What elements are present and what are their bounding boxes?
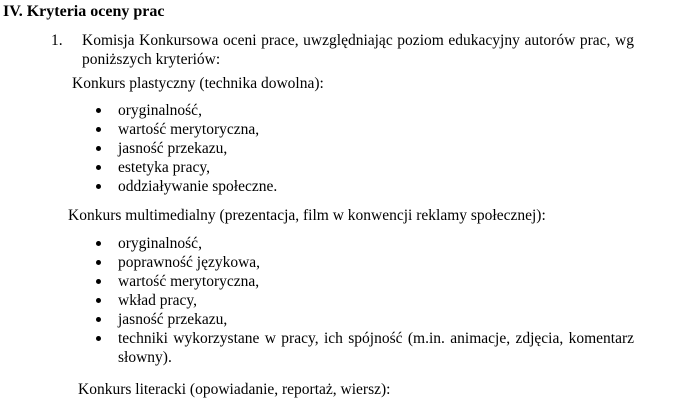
bullet-icon [96, 146, 101, 151]
criterion-text: poprawność językowa, [118, 254, 261, 271]
bullet-icon [96, 241, 101, 246]
bullet-icon [96, 260, 101, 265]
contest-literary-label: Konkurs literacki (opowiadanie, reportaż, wiersz): [78, 381, 391, 398]
bullet-icon [96, 317, 101, 322]
bullet-icon [96, 127, 101, 132]
list-item-text: Komisja Konkursowa oceni prace, uwzględniając poziom edukacyjny autorów prac, wg poniższych kryteriów: [82, 32, 634, 68]
bullet-icon [96, 298, 101, 303]
criterion-text: techniki wykorzystane w pracy, ich spójność (m.in. animacje, zdjęcia, komentarz słowny). [118, 330, 634, 366]
contest-plastic-label: Konkurs plastyczny (technika dowolna): [72, 75, 324, 92]
section-heading: IV. Kryteria oceny prac [3, 3, 165, 20]
criterion-text: estetyka pracy, [118, 159, 210, 176]
bullet-icon [96, 279, 101, 284]
criterion-text: wartość merytoryczna, [118, 273, 260, 290]
criterion-text: wartość merytoryczna, [118, 121, 260, 138]
bullet-icon [96, 184, 101, 189]
criterion-text: oddziaływanie społeczne. [118, 178, 278, 195]
bullet-icon [96, 336, 101, 341]
criterion-text: jasność przekazu, [118, 311, 228, 328]
list-item-number: 1. [51, 32, 63, 49]
bullet-icon [96, 165, 101, 170]
criterion-text: oryginalność, [118, 235, 202, 252]
bullet-icon [96, 108, 101, 113]
criterion-text: oryginalność, [118, 102, 202, 119]
criterion-text: wkład pracy, [118, 292, 198, 309]
criterion-text: jasność przekazu, [118, 140, 228, 157]
contest-multimedia-label: Konkurs multimedialny (prezentacja, film w konwencji reklamy społecznej): [68, 207, 546, 224]
